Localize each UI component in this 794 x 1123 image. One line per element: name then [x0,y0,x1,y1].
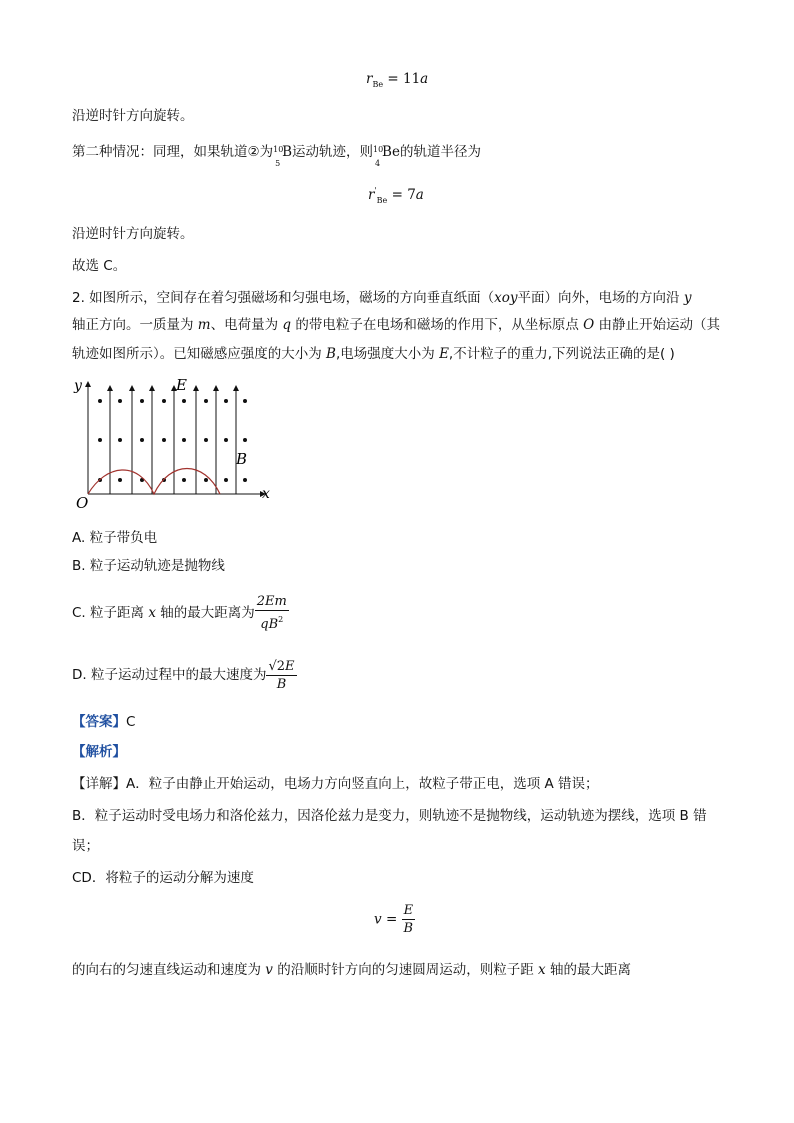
equation-v: v = $\frac{E}{B}$ [374,903,414,936]
particle-trajectory [88,469,220,495]
option-d-fraction: $\frac{√2E}{B}$ [268,658,295,692]
option-b: B. 粒子运动轨迹是抛物线 [72,558,225,574]
option-c-fraction: $\frac{2Em}{qB^2}$ [256,594,287,632]
x-axis-label: x [262,486,270,502]
y-axis-label: y [74,378,82,394]
field-figure [68,372,280,512]
detail-line-1: 【详解】A．粒子由静止开始运动，电场力方向竖直向上，故粒子带正电，选项 A 错误； [72,776,599,792]
case-2-paragraph: 第二种情况：同理，如果轨道②为 10 5 B运动轨迹，则 10 4 Be的轨道半径为 [72,144,481,168]
detail-line-4: CD．将粒子的运动分解为速度 [72,870,254,886]
detail-line-3: 误； [72,838,99,854]
detail-line-2: B．粒子运动时受电场力和洛伦兹力，因洛伦兹力是变力，则轨迹不是抛物线，运动轨迹为摆线，选项 B 错 [72,808,707,824]
equation-r-be-prime: $r'_{Be} = 7a$ [368,186,424,205]
question-2-line-2: 轴正方向。一质量为 m、电荷量为 q 的带电粒子在电场和磁场的作用下，从坐标原点 O 由静止开始运动（其 [72,317,721,333]
text-choose-c: 故选 C。 [72,258,127,274]
option-c: C. 粒子距离 x 轴的最大距离为 $\frac{2Em}{qB^2}$ [72,594,287,632]
text-rotate-2: 沿逆时针方向旋转。 [72,226,194,242]
option-a: A. 粒子带负电 [72,530,158,546]
b-field-label: B [236,450,248,468]
isotope-b: 10 5 [273,145,284,168]
isotope-be: 10 4 [373,145,384,168]
question-2-line-3: 轨迹如图所示）。已知磁感应强度的大小为 B,电场强度大小为 E,不计粒子的重力,下列说法正确的是( ) [72,346,675,362]
e-field-lines [110,388,236,494]
question-2-line-1: 2. 如图所示，空间存在着匀强磁场和匀强电场，磁场的方向垂直纸面（xoy平面）向外，电场的方向沿 y [72,290,692,306]
text-rotate-1: 沿逆时针方向旋转。 [72,108,194,124]
equation-r-be: $r_{Be} = 11a$ [366,71,429,89]
last-line: 的向右的匀速直线运动和速度为 v 的沿顺时针方向的匀速圆周运动，则粒子距 x 轴的最大距离 [72,962,631,978]
e-field-label: E [176,376,187,394]
option-d: D. 粒子运动过程中的最大速度为 $\frac{√2E}{B}$ [72,658,295,692]
analysis-label: 【解析】 [72,744,126,760]
origin-label: O [76,494,89,512]
answer-line: 【答案】C [72,714,136,730]
